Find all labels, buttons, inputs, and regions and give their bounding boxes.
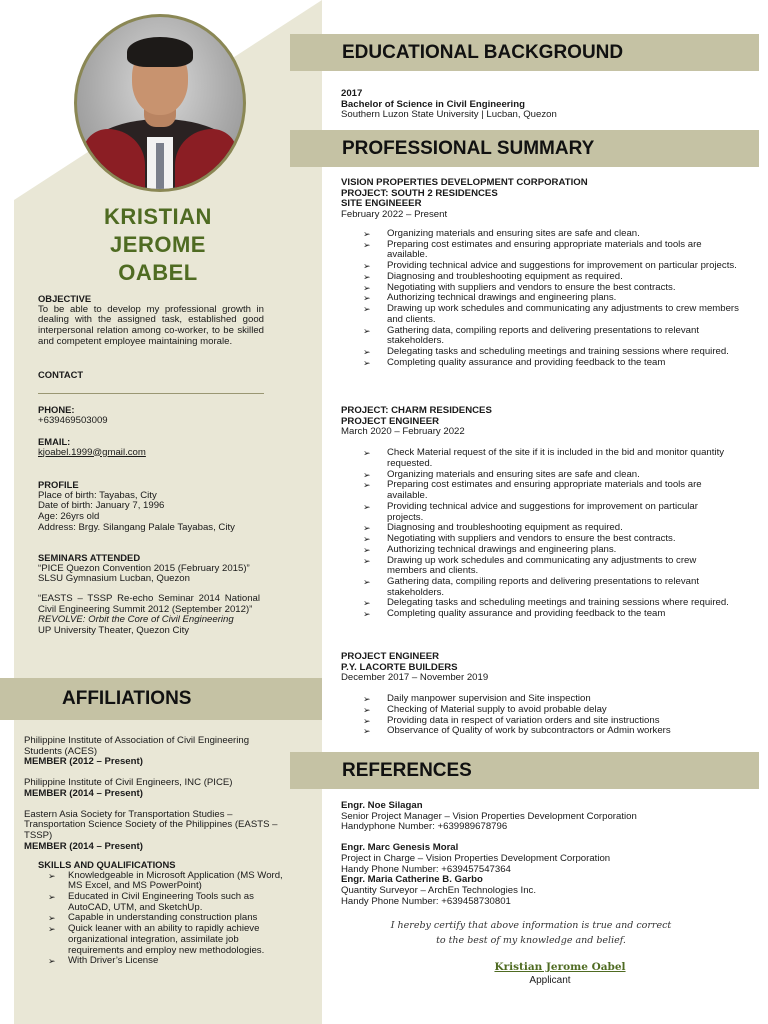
affiliation-org: Philippine Institute of Association of Civil Engineering Students (ACES) [24, 735, 250, 757]
email-block [38, 437, 264, 458]
certification-line: to the best of my knowledge and belief. [436, 935, 626, 946]
arrow-bullet-icon: ➢ [363, 609, 371, 620]
arrow-bullet-icon: ➢ [363, 304, 371, 315]
list-item: ➢ Daily manpower supervision and Site inspection [363, 693, 591, 705]
arrow-bullet-icon: ➢ [363, 534, 371, 545]
reference-phone: Handy Phone Number: +639457547364 [341, 863, 511, 875]
objective-text: To be able to develop my professional growth in dealing with the assigned task, established good interpersonal relation among co-worker, to be skilled and competent employee maintaining morale. [38, 303, 264, 347]
arrow-bullet-icon: ➢ [363, 694, 371, 705]
list-item: ➢ Negotiating with suppliers and vendors to ensure the best contracts. [363, 281, 676, 293]
affiliation-org: Philippine Institute of Civil Engineers, INC (PICE) [24, 777, 233, 789]
list-item: ➢ Drawing up work schedules and communicating any adjustments to crew members and clients. [363, 303, 739, 325]
name-line: OABEL [118, 260, 198, 285]
phone-value: +639469503009 [38, 414, 108, 426]
job-charm-residences [341, 406, 741, 620]
email-label: EMAIL: [38, 436, 71, 447]
affiliation-member: MEMBER (2014 – Present) [24, 840, 143, 852]
list-item: ➢ Negotiating with suppliers and vendors to ensure the best contracts. [363, 533, 676, 545]
job-project: PROJECT: SOUTH 2 RESIDENCES [341, 187, 498, 199]
list-item: ➢ Organizing materials and ensuring sites are safe and clean. [363, 468, 640, 480]
affiliations-heading: AFFILIATIONS [0, 678, 322, 720]
arrow-bullet-icon: ➢ [48, 870, 56, 881]
objective-section [38, 294, 264, 347]
seminar-venue: SLSU Gymnasium Lucban, Quezon [38, 573, 190, 585]
job-company: P.Y. LACORTE BUILDERS [341, 661, 458, 673]
profile-line: Place of birth: Tayabas, City [38, 489, 157, 501]
profile-section [38, 480, 264, 533]
list-item: ➢ Preparing cost estimates and ensuring appropriate materials and tools are available. [363, 479, 702, 502]
arrow-bullet-icon: ➢ [363, 555, 371, 566]
phone-label: PHONE: [38, 404, 75, 415]
list-item: ➢ With Driver’s License [48, 955, 159, 967]
list-item: ➢ Providing technical advice and suggestions for improvement on particular projects. [363, 260, 737, 272]
education-year: 2017 [341, 88, 363, 99]
seminar-title: “PICE Quezon Convention 2015 (February 2015)” [38, 562, 250, 574]
list-item: ➢ Knowledgeable in Microsoft Application (MS Word, MS Excel, and MS PowerPoint) [48, 869, 283, 892]
contact-divider [38, 393, 264, 394]
arrow-bullet-icon: ➢ [363, 577, 371, 588]
references-heading: REFERENCES [290, 752, 759, 789]
arrow-bullet-icon: ➢ [363, 501, 371, 512]
list-item: ➢ Gathering data, compiling reports and delivering presentations to relevant stakeholders. [363, 576, 699, 598]
affiliation-item [24, 736, 286, 768]
reference-name: Engr. Noe Silagan [341, 800, 423, 811]
list-item: ➢ Quick leaner with an ability to rapidly achieve organizational integration, assimilate job requirements and employ new methodologies. [48, 923, 265, 956]
list-item: ➢ Delegating tasks and scheduling meetings and training sessions where required. [363, 346, 729, 358]
arrow-bullet-icon: ➢ [363, 704, 371, 715]
list-item: ➢ Delegating tasks and scheduling meetings and training sessions where required. [363, 597, 729, 609]
list-item: ➢ Authorizing technical drawings and engineering plans. [363, 543, 617, 555]
certification-line: I hereby certify that above information is true and correct [390, 920, 672, 931]
list-item: ➢ Completing quality assurance and providing feedback to the team [363, 608, 666, 620]
arrow-bullet-icon: ➢ [363, 523, 371, 534]
job-vision-south2 [341, 178, 741, 368]
reference-item [341, 801, 741, 833]
job-dates: February 2022 – Present [341, 209, 448, 221]
arrow-bullet-icon: ➢ [363, 293, 371, 304]
job-lacorte [341, 652, 741, 737]
list-item: ➢ Educated in Civil Engineering Tools such as AutoCAD, UTM, and SketchUp. [48, 891, 254, 913]
signature-name: Kristian Jerome Oabel [494, 961, 626, 973]
arrow-bullet-icon: ➢ [363, 239, 371, 250]
signature-role: Applicant [529, 975, 571, 986]
list-item: ➢ Authorizing technical drawings and engineering plans. [363, 292, 617, 304]
list-item: ➢ Providing technical advice and suggestions for improvement on particular projects. [363, 500, 698, 523]
arrow-bullet-icon: ➢ [363, 282, 371, 293]
reference-phone: Handy Phone Number: +639458730801 [341, 895, 511, 907]
seminar-venue: UP University Theater, Quezon City [38, 625, 190, 637]
affiliation-item [24, 778, 286, 799]
list-item: ➢ Capable in understanding construction plans [48, 912, 258, 924]
reference-item [341, 843, 741, 875]
arrow-bullet-icon: ➢ [363, 469, 371, 480]
job-role: PROJECT ENGINEER [341, 415, 440, 427]
arrow-bullet-icon: ➢ [363, 271, 371, 282]
education-section [341, 89, 741, 121]
arrow-bullet-icon: ➢ [363, 228, 371, 239]
job-project: PROJECT: CHARM RESIDENCES [341, 405, 492, 416]
arrow-bullet-icon: ➢ [363, 544, 371, 555]
job-duties [363, 229, 741, 369]
arrow-bullet-icon: ➢ [363, 715, 371, 726]
list-item: ➢ Gathering data, compiling reports and delivering presentations to relevant stakeholders. [363, 324, 699, 347]
job-role: SITE ENGINEEER [341, 198, 422, 210]
references-section [341, 801, 741, 908]
list-item: ➢ Diagnosing and troubleshooting equipment as required. [363, 270, 623, 282]
profile-label: PROFILE [38, 479, 79, 490]
job-company: VISION PROPERTIES DEVELOPMENT CORPORATION [341, 177, 588, 188]
list-item: ➢ Check Material request of the site if it is included in the bid and monitor quantity requested. [363, 447, 725, 469]
education-heading: EDUCATIONAL BACKGROUND [290, 34, 759, 71]
list-item: ➢ Preparing cost estimates and ensuring appropriate materials and tools are available. [363, 238, 702, 261]
name-line: JEROME [110, 232, 206, 257]
affiliations-list [24, 736, 286, 853]
applicant-name [38, 203, 278, 287]
reference-name: Engr. Marc Genesis Moral [341, 842, 459, 854]
phone-block [38, 405, 264, 426]
seminars-label: SEMINARS ATTENDED [38, 552, 141, 563]
job-duties [363, 448, 733, 620]
skills-list [48, 871, 294, 968]
profile-line: Age: 26yrs old [38, 511, 100, 522]
name-line: KRISTIAN [104, 204, 212, 229]
affiliation-org: Eastern Asia Society for Transportation Studies – Transportation Science Society of the Philippines (EASTS – TSSP) [24, 808, 278, 842]
arrow-bullet-icon: ➢ [363, 347, 371, 358]
reference-title: Project in Charge – Vision Properties Development Corporation [341, 852, 611, 864]
job-dates: December 2017 – November 2019 [341, 672, 489, 684]
reference-title: Quantity Surveyor – ArchEn Technologies Inc. [341, 885, 537, 897]
seminar-title: “EASTS – TSSP Re-echo Seminar 2014 National Civil Engineering Summit 2012 (September 2012)” [38, 593, 260, 615]
list-item: ➢ Checking of Material supply to avoid probable delay [363, 703, 607, 715]
seminars-section [38, 553, 260, 637]
profile-photo [74, 14, 246, 192]
contact-label [38, 370, 264, 381]
list-item: ➢ Providing data in respect of variation orders and site instructions [363, 714, 660, 726]
profile-line: Date of birth: January 7, 1996 [38, 500, 165, 512]
arrow-bullet-icon: ➢ [48, 956, 56, 967]
summary-heading: PROFESSIONAL SUMMARY [290, 130, 759, 167]
email-link[interactable]: kjoabel.1999@gmail.com [38, 446, 146, 458]
job-role: PROJECT ENGINEER [341, 651, 440, 662]
list-item: ➢ Diagnosing and troubleshooting equipment as required. [363, 522, 623, 534]
affiliation-member: MEMBER (2014 – Present) [24, 787, 143, 799]
skills-label: SKILLS AND QUALIFICATIONS [38, 859, 176, 870]
arrow-bullet-icon: ➢ [48, 892, 56, 902]
seminar-theme: REVOLVE: Orbit the Core of Civil Engineering [38, 614, 234, 626]
arrow-bullet-icon: ➢ [363, 261, 371, 272]
profile-line: Address: Brgy. Silangang Palale Tayabas, City [38, 521, 235, 533]
arrow-bullet-icon: ➢ [363, 480, 371, 491]
arrow-bullet-icon: ➢ [363, 325, 371, 336]
photo-hair [127, 37, 193, 67]
reference-item [341, 875, 741, 907]
affiliation-member: MEMBER (2012 – Present) [24, 756, 143, 768]
arrow-bullet-icon: ➢ [363, 357, 371, 368]
arrow-bullet-icon: ➢ [48, 924, 56, 935]
reference-title: Senior Project Manager – Vision Properties Development Corporation [341, 810, 637, 822]
arrow-bullet-icon: ➢ [48, 913, 56, 924]
arrow-bullet-icon: ➢ [363, 448, 371, 459]
list-item: ➢ Observance of Quality of work by subcontractors or Admin workers [363, 725, 671, 737]
photo-tie [156, 143, 164, 189]
arrow-bullet-icon: ➢ [363, 598, 371, 609]
job-dates: March 2020 – February 2022 [341, 426, 465, 438]
list-item: ➢ Organizing materials and ensuring sites are safe and clean. [363, 227, 640, 239]
education-degree: Bachelor of Science in Civil Engineering [341, 98, 525, 110]
list-item: ➢ Drawing up work schedules and communicating any adjustments to crew members and clients. [363, 554, 697, 577]
affiliation-item [24, 810, 286, 853]
list-item: ➢ Completing quality assurance and providing feedback to the team [363, 356, 666, 368]
reference-name: Engr. Maria Catherine B. Garbo [341, 874, 483, 886]
education-school: Southern Luzon State University | Lucban, Quezon [341, 109, 557, 121]
objective-label: OBJECTIVE [38, 293, 92, 304]
contact-heading: CONTACT [38, 369, 84, 380]
job-duties [363, 694, 741, 737]
arrow-bullet-icon: ➢ [363, 726, 371, 737]
reference-phone: Handyphone Number: +639989678796 [341, 821, 508, 833]
skills-section [38, 860, 294, 967]
